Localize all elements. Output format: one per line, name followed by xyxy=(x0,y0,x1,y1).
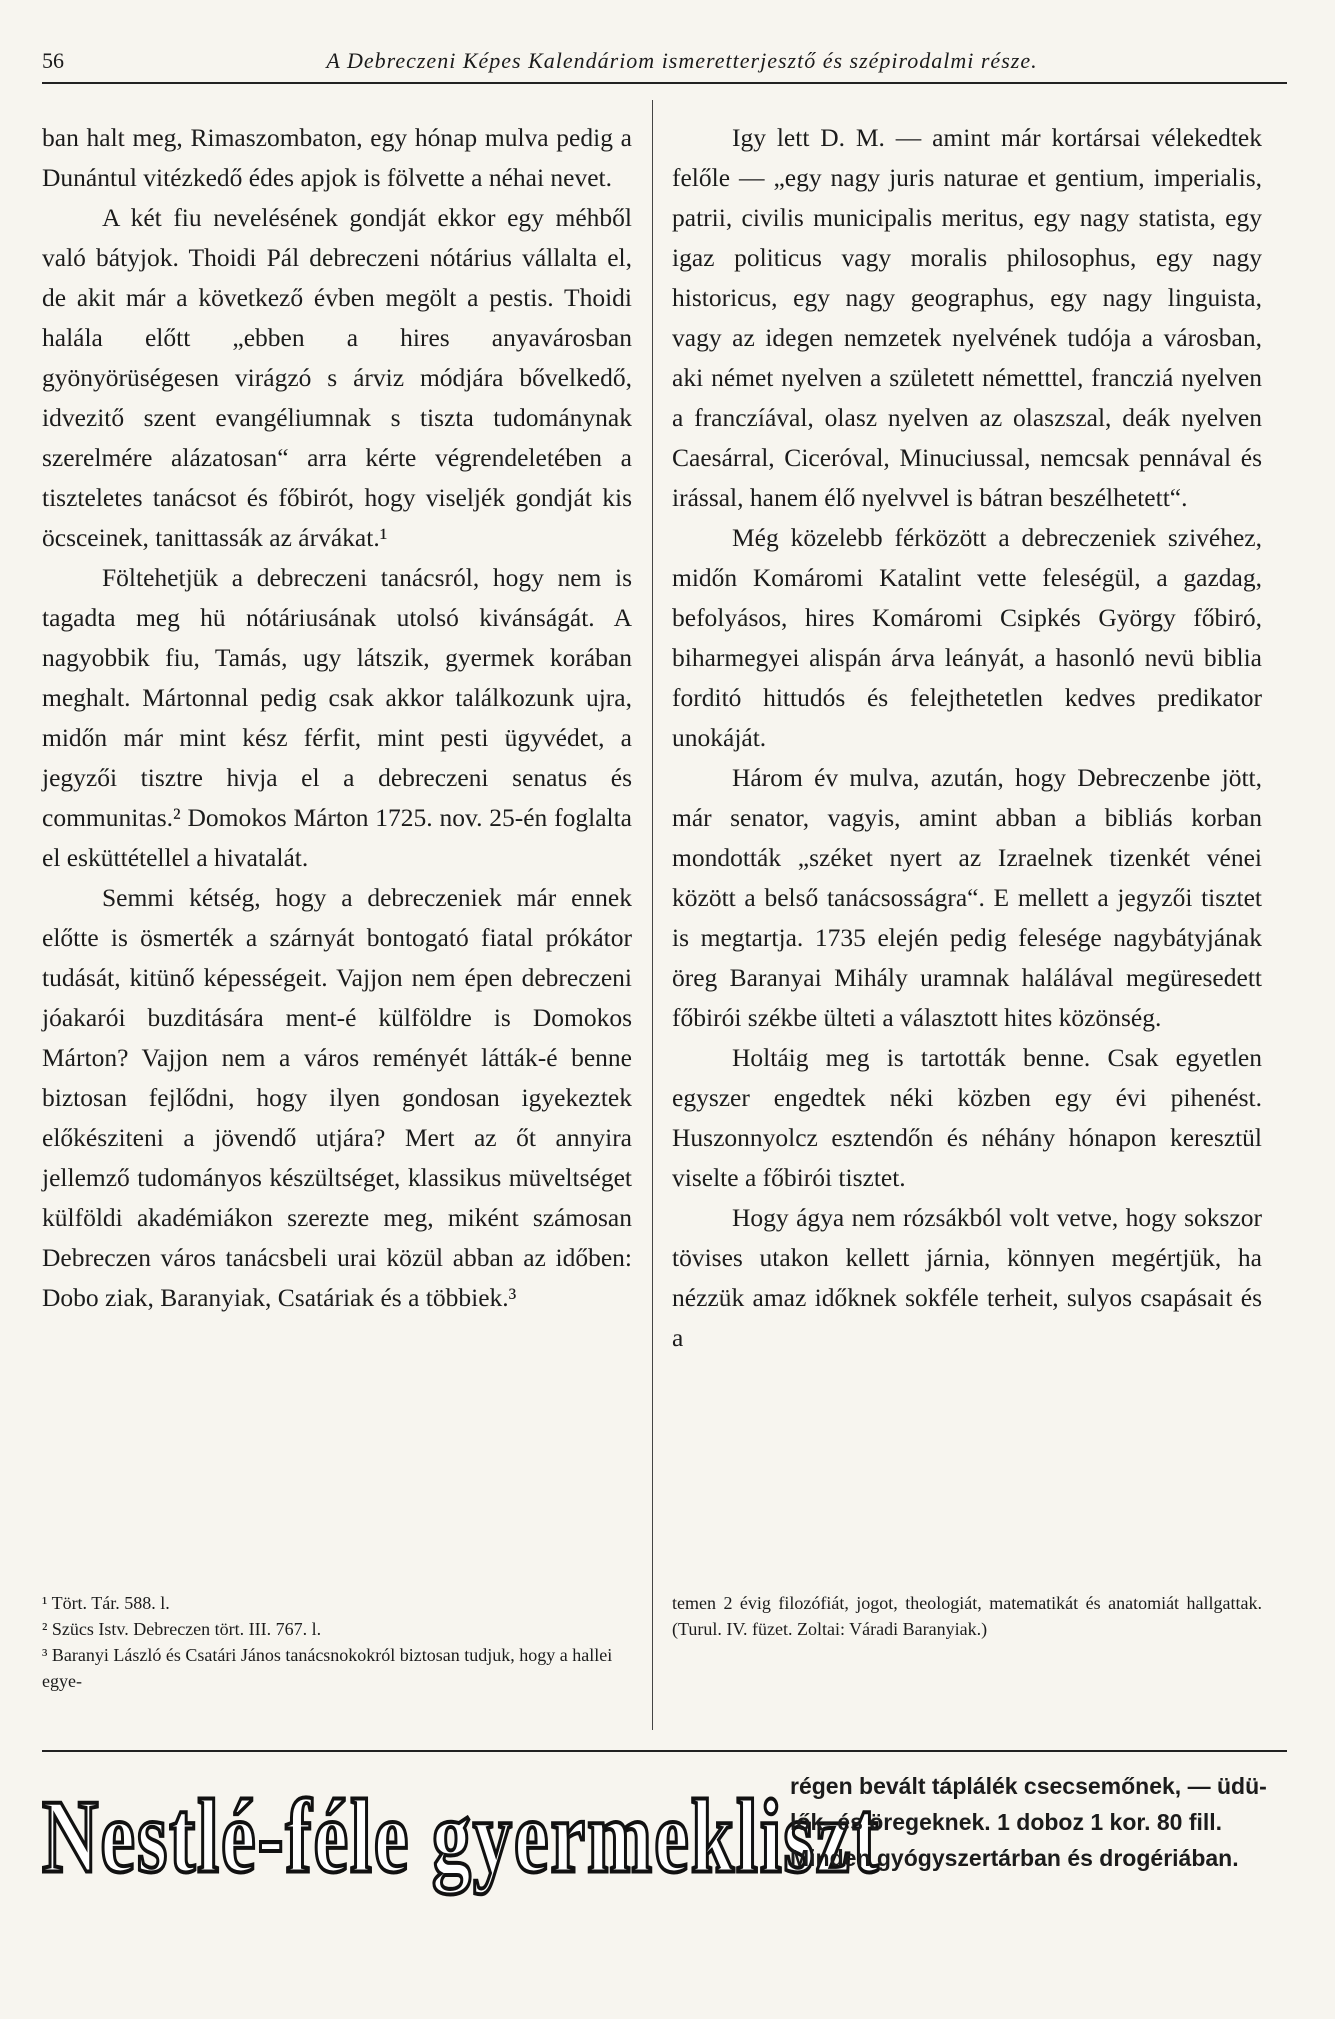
advertisement-line: régen bevált táplálék csecsemőnek, — üdü- xyxy=(790,1773,1267,1799)
left-column xyxy=(42,118,632,1318)
footnotes-left xyxy=(42,1590,642,1694)
column-divider xyxy=(652,100,653,1730)
right-column xyxy=(672,118,1262,1358)
footnote-right xyxy=(672,1590,1262,1642)
page-number: 56 xyxy=(42,48,64,73)
paragraph: ban halt meg, Rimaszombaton, egy hónap mulva pedig a Dunántul vitézkedő édes apjok is fölvette a néhai nevet. xyxy=(42,123,632,192)
paragraph: Még közelebb férközött a debreczeniek szivéhez, midőn Komáromi Katalint vette feleségül, a gazdag, befolyásos, hires Komáromi Csipkés György főbiró, biharmegyei alispán árva leányát, a hasonló nevü biblia forditó hittudós és felejthetetlen kedves predikator unokáját. xyxy=(672,523,1262,752)
paragraph: Hogy ágya nem rózsákból volt vetve, hogy sokszor tövises utakon kellett járnia, könnyen megértjük, ha nézzük amaz időknek sokféle terheit, sulyos csapásait és a xyxy=(672,1203,1262,1352)
paragraph: Igy lett D. M. — amint már kortársai vélekedtek felőle — „egy nagy juris naturae et gentium, imperialis, patrii, civilis municipalis meritus, egy nagy statista, egy igaz politicus vagy moralis philosophus, egy nagy historicus, egy nagy geographus, egy nagy linguista, vagy az idegen nemzetek nyelvének tudója a városban, aki német nyelven a született németttel, francziá nyelven a franczíával, olasz nyelven az olaszszal, deák nyelven Caesárral, Ciceróval, Minuciussal, nemcsak pennával és irással, hanem élő nyelvvel is bátran beszélhetett“. xyxy=(672,123,1262,512)
paragraph: Három év mulva, azután, hogy Debreczenbe jött, már senator, vagyis, amint abban a bibliás korban mondották „széket nyert az Izraelnek tizenkét vénei között a belső tanácsosságra“. E mellett a jegyzői tisztet is megtartja. 1735 elején pedig felesége nagybátyjának öreg Baranyai Mihály uramnak halálával megüresedett főbirói székbe ülteti a választott hites közönség. xyxy=(672,763,1262,1032)
paragraph: Föltehetjük a debreczeni tanácsról, hogy nem is tagadta meg hü nótáriusának utolsó kivánságát. A nagyobbik fiu, Tamás, ugy látszik, gyermek korában meghalt. Mártonnal pedig csak akkor találkozunk ujra, midőn már mint kész férfit, mint pesti ügyvédet, a jegyzői tisztre hivja el a debreczeni senatus és communitas.² Domokos Márton 1725. nov. 25-én foglalta el esküttétellel a hivatalát. xyxy=(42,563,632,872)
footnote: ¹ Tört. Tár. 588. l. xyxy=(42,1593,170,1613)
footnote: ³ Baranyi László és Csatári János tanácsnokokról biztosan tudjuk, hogy a hallei egye- xyxy=(42,1645,613,1691)
advertisement-text xyxy=(790,1768,1290,1876)
page-header xyxy=(42,42,1287,84)
advertisement-title: Nestlé-féle gyermekliszt xyxy=(42,1776,881,1895)
running-title: A Debreczeni Képes Kalendáriom ismeretterjesztő és szépirodalmi része. xyxy=(326,48,1038,73)
footnote: ² Szücs Istv. Debreczen tört. III. 767. l. xyxy=(42,1619,322,1639)
paragraph: Semmi kétség, hogy a debreczeniek már ennek előtte is ösmerték a szárnyát bontogató fiatal prókátor tudását, kitünő képességeit. Vajjon nem épen debreczeni jóakarói buzditására ment-é külföldre is Domokos Márton? Vajjon nem a város reményét látták-é benne biztosan fejlődni, hogy ilyen gondosan igyekeztek előkésziteni a jövendő utjára? Mert az őt annyira jellemző tudományos készültséget, klassikus müveltséget külföldi akadémiákon szerezte meg, miként számosan Debreczen város tanácsbeli urai közül abban az időben: Dobo ziak, Baranyiak, Csatáriak és a többiek.³ xyxy=(42,883,632,1312)
footnote: temen 2 évig filozófiát, jogot, theologiát, matematikát és anatomiát hallgattak. (Turul. IV. füzet. Zoltai: Váradi Baranyiak.) xyxy=(672,1593,1262,1639)
paragraph: Holtáig meg is tartották benne. Csak egyetlen egyszer engedtek néki közben egy évi pihenést. Huszonnyolcz esztendőn és néhány hónapon keresztül viselte a főbirói tisztet. xyxy=(672,1043,1262,1192)
advertisement-line: lők- és öregeknek. 1 doboz 1 kor. 80 fill. xyxy=(790,1809,1223,1835)
paragraph: A két fiu nevelésének gondját ekkor egy méhből való bátyjok. Thoidi Pál debreczeni nótárius vállalta el, de akit már a következő évben megölt a pestis. Thoidi halála előtt „ebben a hires anyavárosban gyönyörüségesen virágzó s árviz módjára bővelkedő, idvezitő szent evangéliumnak s tiszta tudománynak szerelmére alázatosan“ arra kérte végrendeletében a tiszteletes tanácsot és főbirót, hogy viseljék gondját kis öcsceinek, tanittassák az árvákat.¹ xyxy=(42,203,632,552)
advertisement-rule xyxy=(42,1750,1287,1752)
advertisement-line: Minden gyógyszertárban és drogériában. xyxy=(790,1845,1239,1871)
